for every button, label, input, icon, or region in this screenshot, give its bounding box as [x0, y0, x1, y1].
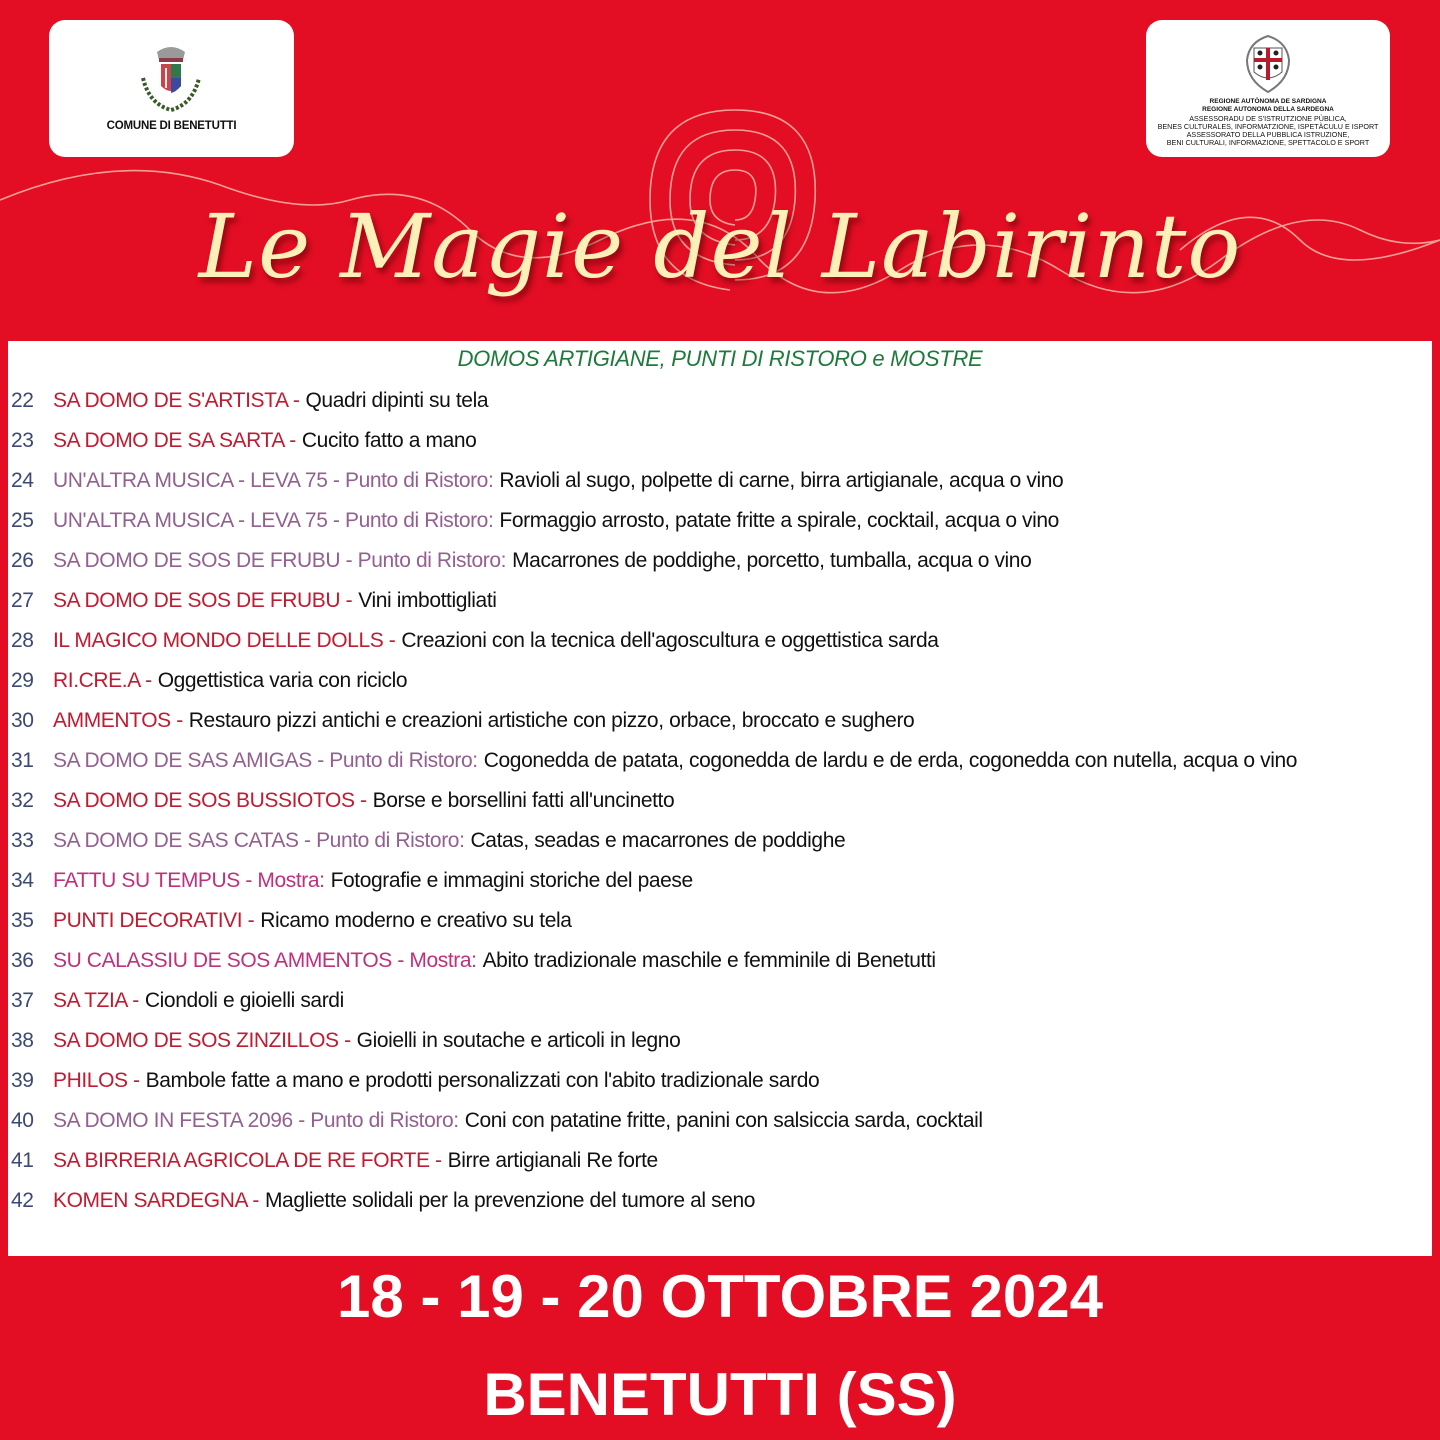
item-description: Ravioli al sugo, polpette di carne, birra artigianale, acqua o vino [499, 469, 1064, 492]
list-item [8, 461, 1432, 501]
item-number: 36 [11, 949, 34, 972]
exhibitors-list [8, 381, 1432, 1221]
item-number: 28 [11, 629, 34, 652]
list-item [8, 1141, 1432, 1181]
list-item [8, 701, 1432, 741]
item-number: 34 [11, 869, 34, 892]
item-number: 39 [11, 1069, 34, 1092]
item-description: Macarrones de poddighe, porcetto, tumballa, acqua o vino [512, 549, 1032, 572]
list-item [8, 661, 1432, 701]
panel-subtitle: DOMOS ARTIGIANE, PUNTI DI RISTORO e MOSTRE [457, 346, 983, 371]
list-item [8, 1181, 1432, 1221]
item-description: Ciondoli e gioielli sardi [144, 989, 344, 1012]
item-description: Abito tradizionale maschile e femminile di Benetutti [482, 949, 936, 972]
item-name: SA DOMO IN FESTA 2096 - Punto di Ristoro: [53, 1109, 459, 1132]
item-number: 31 [11, 749, 34, 772]
item-name: UN'ALTRA MUSICA - LEVA 75 - Punto di Ristoro: [53, 469, 494, 492]
item-number: 22 [11, 389, 34, 412]
item-description: Quadri dipinti su tela [305, 389, 489, 412]
list-item [8, 621, 1432, 661]
item-number: 38 [11, 1029, 34, 1052]
item-number: 30 [11, 709, 34, 732]
list-item [8, 1101, 1432, 1141]
item-name: SA DOMO DE SAS CATAS - Punto di Ristoro: [53, 829, 465, 852]
item-name: SA DOMO DE SOS DE FRUBU - Punto di Ristoro: [53, 549, 507, 572]
list-item [8, 741, 1432, 781]
item-description: Ricamo moderno e creativo su tela [260, 909, 572, 932]
list-item [8, 1061, 1432, 1101]
item-name: SA DOMO DE SOS BUSSIOTOS - [53, 789, 367, 812]
list-item [8, 421, 1432, 461]
event-title: Le Magie del Labirinto [198, 195, 1242, 298]
item-name: SA DOMO DE SOS ZINZILLOS - [53, 1029, 351, 1052]
item-number: 41 [11, 1149, 34, 1172]
item-description: Magliette solidali per la prevenzione del tumore al seno [264, 1189, 756, 1212]
regione-line-2: REGIONE AUTONOMA DELLA SARDEGNA [1202, 106, 1334, 114]
item-name: SA BIRRERIA AGRICOLA DE RE FORTE - [53, 1149, 442, 1172]
list-item [8, 901, 1432, 941]
item-description: Gioielli in soutache e articoli in legno [356, 1029, 681, 1052]
item-name: SA DOMO DE SA SARTA - [53, 429, 296, 452]
item-name: SA DOMO DE S'ARTISTA - [53, 389, 300, 412]
item-number: 32 [11, 789, 34, 812]
item-description: Catas, seadas e macarrones de poddighe [470, 829, 846, 852]
item-name: SA DOMO DE SOS DE FRUBU - [53, 589, 353, 612]
list-item [8, 981, 1432, 1021]
item-name: PUNTI DECORATIVI - [53, 909, 255, 932]
item-description: Coni con patatine fritte, panini con salsiccia sarda, cocktail [464, 1109, 983, 1132]
exhibitors-panel [8, 341, 1432, 1256]
list-item [8, 541, 1432, 581]
regione-line-1: REGIONE AUTÒNOMA DE SARDIGNA [1209, 98, 1327, 105]
list-item [8, 941, 1432, 981]
item-description: Cucito fatto a mano [301, 429, 477, 452]
list-item [8, 821, 1432, 861]
list-item [8, 1021, 1432, 1061]
item-name: RI.CRE.A - [53, 669, 152, 692]
regione-line-6: BENI CULTURALI, INFORMAZIONE, SPETTACOLO E SPORT [1166, 138, 1370, 148]
item-number: 27 [11, 589, 34, 612]
item-name: SU CALASSIU DE SOS AMMENTOS - Mostra: [53, 949, 477, 972]
item-number: 33 [11, 829, 34, 852]
item-number: 42 [11, 1189, 34, 1212]
item-number: 40 [11, 1109, 34, 1132]
item-number: 26 [11, 549, 34, 572]
item-description: Formaggio arrosto, patate fritte a spirale, cocktail, acqua o vino [499, 509, 1059, 532]
list-item [8, 861, 1432, 901]
item-description: Bambole fatte a mano e prodotti personalizzati con l'abito tradizionale sardo [145, 1069, 820, 1092]
item-number: 24 [11, 469, 34, 492]
list-item [8, 501, 1432, 541]
item-name: UN'ALTRA MUSICA - LEVA 75 - Punto di Ristoro: [53, 509, 494, 532]
item-description: Fotografie e immagini storiche del paese [330, 869, 693, 892]
item-description: Restauro pizzi antichi e creazioni artistiche con pizzo, orbace, broccato e sughero [188, 709, 915, 732]
item-name: SA TZIA - [53, 989, 139, 1012]
item-name: SA DOMO DE SAS AMIGAS - Punto di Ristoro: [53, 749, 478, 772]
item-number: 37 [11, 989, 34, 1012]
item-description: Creazioni con la tecnica dell'agoscultura e oggettistica sarda [401, 629, 939, 652]
item-number: 29 [11, 669, 34, 692]
item-name: KOMEN SARDEGNA - [53, 1189, 259, 1212]
list-item [8, 581, 1432, 621]
item-name: PHILOS - [53, 1069, 140, 1092]
event-dates: 18 - 19 - 20 OTTOBRE 2024 [337, 1263, 1103, 1330]
item-description: Cogonedda de patata, cogonedda de lardu e de erda, cogonedda con nutella, acqua o vino [483, 749, 1298, 772]
item-number: 23 [11, 429, 34, 452]
sardinia-crest-icon [1239, 34, 1297, 94]
item-description: Borse e borsellini fatti all'uncinetto [372, 789, 675, 812]
item-name: FATTU SU TEMPUS - Mostra: [53, 869, 325, 892]
item-name: AMMENTOS - [53, 709, 183, 732]
title-banner [0, 90, 1440, 340]
item-number: 25 [11, 509, 34, 532]
item-name: IL MAGICO MONDO DELLE DOLLS - [53, 629, 396, 652]
event-location: BENETUTTI (SS) [483, 1361, 957, 1428]
regione-line-5: ASSESSORATO DELLA PUBBLICA ISTRUZIONE, [1186, 130, 1350, 140]
regione-line-3: ASSESSORADU DE S'ISTRUTZIONE PÙBLICA, [1189, 113, 1347, 123]
item-description: Birre artigianali Re forte [447, 1149, 658, 1172]
comune-label: COMUNE DI BENETUTTI [106, 120, 237, 132]
item-description: Vini imbottigliati [358, 589, 497, 612]
regione-line-4: BENES CULTURALES, INFORMATZIONE, ISPETÀCULU E ISPORT [1157, 121, 1379, 131]
list-item [8, 781, 1432, 821]
item-number: 35 [11, 909, 34, 932]
item-description: Oggettistica varia con riciclo [157, 669, 408, 692]
list-item [8, 381, 1432, 421]
